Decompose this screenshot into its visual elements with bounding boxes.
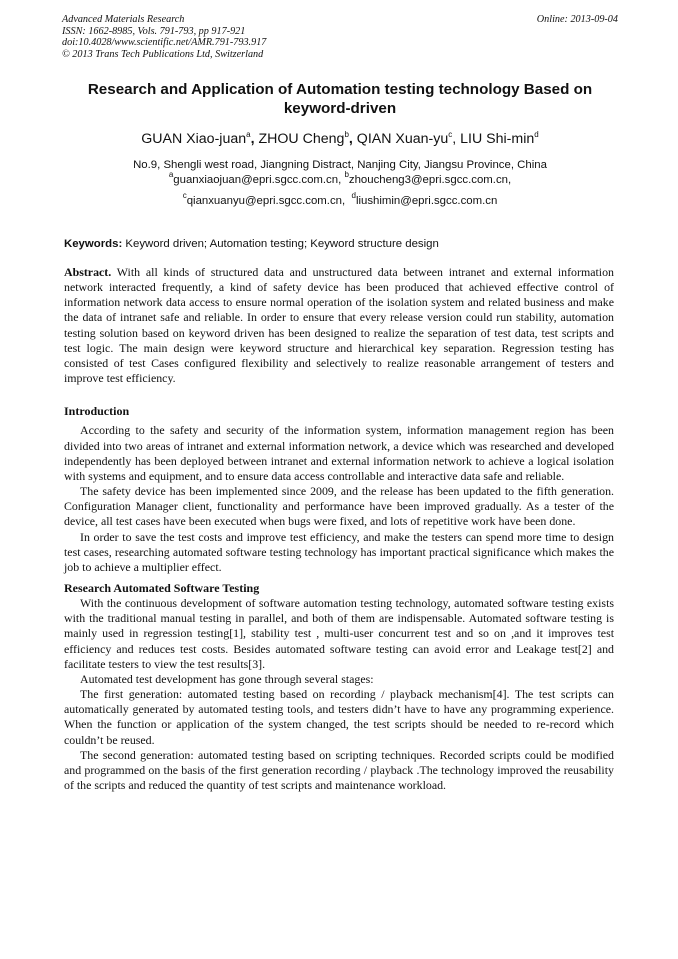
abstract-label: Abstract. [64, 265, 112, 279]
email-d[interactable]: liushimin@epri.sgcc.com.cn [355, 195, 498, 207]
copyright-line: © 2013 Trans Tech Publications Ltd, Switzerland [62, 48, 264, 60]
author-sup: a [246, 130, 251, 139]
author-name: QIAN Xuan-yu [356, 131, 449, 147]
author-name: LIU Shi-min [460, 131, 535, 147]
author-list: GUAN Xiao-juan$^a$, ZHOU Cheng$^b$, QIAN Xuan-$yu^c$, LIU Shi-$\min^d$ [141, 130, 539, 147]
email-c[interactable]: qianxuanyu@epri.sgcc.com.cn, [186, 195, 346, 207]
online-date: Online: 2013-09-04 [536, 14, 618, 25]
author-name: ZHOU Cheng [258, 131, 345, 147]
issn-line: ISSN: 1662-8985, Vols. 791-793, pp 917-921 [62, 25, 246, 37]
author-sup: d [534, 130, 539, 139]
author-name: GUAN Xiao-juan [141, 131, 247, 147]
paragraph: According to the safety and security of the information system, information management region has been divided into two areas of intranet and external information network, a device which was researched and developed independently has been deployed between intranet and external information network to achieve a logical isolation with systems and equipment, and to ensure data access controllable and interactive data safe and reliable. [64, 423, 614, 483]
keywords [64, 238, 616, 250]
doi-line: doi:10.4028/www.scientific.net/AMR.791-793.917 [62, 37, 267, 48]
paragraph: The first generation: automated testing based on recording / playback mechanism[4]. The test scripts can automatically generated by automated testing tools, and testers didn’t have to have any programming experience. When the function or application of the system changed, the test scripts should be needed to re-record which couldn’t be reused. [64, 687, 614, 747]
abstract-text: With all kinds of structured data and unstructured data between intranet and external information network interacted frequently, a kind of safety device has been produced that achieved effective control of information network data access to ensure normal operation of the isolation system and related business and make the data of intranet safe and reliable. In order to ensure that every release version could run stability, automation testing solution based on keyword driven has been designed to realize the separation of test data, test scripts and test logic. The main design were keyword structure and hierarchical key separation. Regression testing has consisted of test Cases configured flexibility and selectively to realize reasonable arrangement of testers and improve test efficiency. [64, 265, 614, 386]
author-sup: b [344, 130, 349, 139]
email-a[interactable]: guanxiaojuan@epri.sgcc.com.cn, [173, 174, 342, 186]
section-heading-introduction: Introduction [64, 404, 130, 419]
paragraph: The safety device has been implemented since 2009, and the release has been updated to the fifth generation. Configuration Manager client, functionality and performance have been improved gradually. As a tester of the device, all test cases have been executed when bugs were fixed, and lots of repetitive work have been done. [64, 484, 614, 529]
email-line-1: $^a$guanxiaojuan@epri.sgcc.com.cn, $^b$zhoucheng3@epri.sgcc.com.cn, [168, 170, 512, 186]
email-line-2: $^c$qianxuanyu@epri.sgcc.com.cn, $^d$liushimin@epri.sgcc.com.cn [182, 191, 498, 207]
keywords-label: Keywords: [64, 238, 123, 250]
affiliation-address: No.9, Shengli west road, Jiangning Distract, Nanjing City, Jiangsu Province, China [133, 159, 547, 171]
paragraph: The second generation: automated testing based on scripting techniques. Recorded scripts could be modified and programmed on the basis of the first generation recording / playback .The technology improved the reusability of the scripts and reduced the quantity of test scripts and maintenance workload. [64, 747, 614, 792]
paper-title: Research and Application of Automation testing technology Based on keyword-driven [87, 81, 593, 117]
section-heading-research: Research Automated Software Testing [64, 580, 260, 595]
email-b[interactable]: zhoucheng3@epri.sgcc.com.cn, [348, 174, 512, 186]
keywords-text: Keyword driven; Automation testing; Keyword structure design [125, 238, 439, 250]
paper-body [64, 265, 614, 793]
author-sup: c [448, 130, 453, 139]
abstract [64, 265, 614, 386]
paragraph: Automated test development has gone through several stages: [80, 671, 374, 686]
journal-name: Advanced Materials Research [62, 14, 185, 25]
paragraph: With the continuous development of software automation testing technology, automated software testing exists with the traditional manual testing in parallel, and both of them are indispensable. Automated software testing is mainly used in regression testing[1], stability test , multi-user concurrent test and so on ,and it improves test efficiency and reduces test costs. Besides automated software testing can avoid error and Leakage test[2] and facilitate testers to view the test results[3]. [64, 596, 614, 671]
paragraph: In order to save the test costs and improve test efficiency, and make the testers can spend more time to design test cases, researching automated software testing technology has important practical significance which makes the job to achieve a multiplier effect. [64, 529, 614, 574]
journal-header [62, 14, 618, 60]
